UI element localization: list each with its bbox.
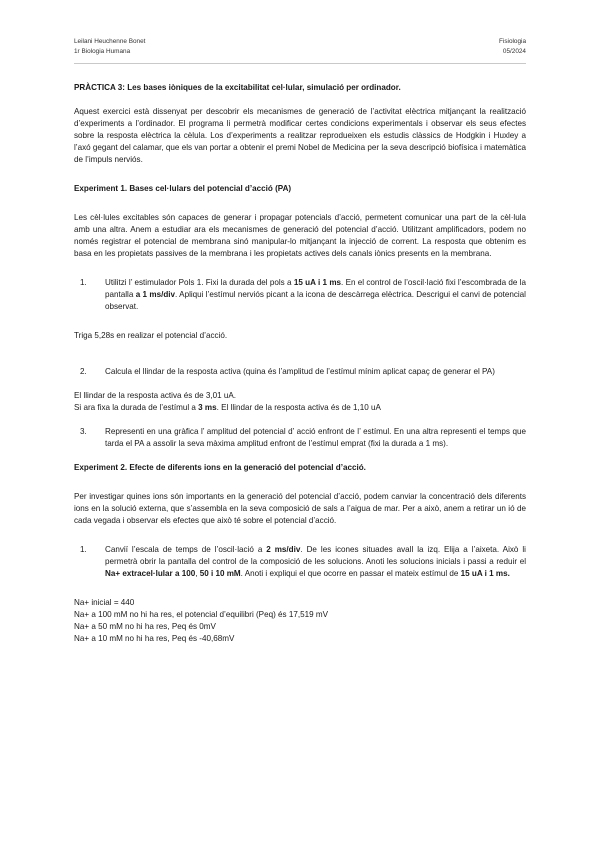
question-text: . En el control de l’oscil·lació fixi l’escombrada de la pantalla <box>105 278 526 299</box>
experiment-2-text: Per investigar quines ions són importants en la generació del potencial d’acció, podem canviar la concentració dels diferents ions en la solució externa, que s’assembla en la seva composició de sals a l’aigua de mar. Per a això, anem a retirar un ió de cada vegada i observar els efectes que això té sobre el potencial d’acció. <box>74 492 526 525</box>
question-bold: 2 ms/div <box>266 545 301 554</box>
exp1-answer-2-line-2 <box>74 402 526 414</box>
exp2-results <box>74 597 526 645</box>
exp1-question-3 <box>74 426 526 450</box>
question-text: Canviï l’escala de temps de l’oscil·lació a <box>105 545 267 554</box>
result-line: Na+ a 50 mM no hi ha res, Peq és 0mV <box>74 622 216 631</box>
question-number: 3. <box>80 427 87 436</box>
question-number: 1. <box>80 278 87 287</box>
exp1-question-2 <box>74 366 526 378</box>
question-text: Calcula el llindar de la resposta activa (quina és l’amplitud de l’estímul mínim aplicat capaç de generar el PA) <box>105 367 495 376</box>
question-text: . De les icones situades avall la izq. Elija a l’aixeta. Això li permetrà obrir la pantalla del control de la composició de les solucions. Anoti les solucions inicials i passi a reduir el <box>105 545 526 566</box>
result-line: Na+ inicial = 440 <box>74 598 135 607</box>
exp2-question-1 <box>74 544 526 580</box>
author-name: Leilani Heuchenne Bonet <box>74 38 146 45</box>
document-body <box>74 82 526 645</box>
result-line: Na+ a 10 mM no hi ha res, Peq és -40,68mV <box>74 634 235 643</box>
experiment-1-text: Les cèl·lules excitables són capaces de generar i propagar potencials d’acció, permetent comunicar una part de la cèl·lula amb una altra. Anem a estudiar ara els mecanismes de generació del potencial d’acció. Utilitzant amplificadors, podem no només registrar el potencial de membrana sinó manipular-lo mitjançant la injecció de corrent. La resposta que obtenim es basa en les propietats passives de la membrana i les propietats actives dels canals iònics presents en la membrana. <box>74 213 526 258</box>
question-text: , <box>195 569 200 578</box>
question-bold: 15 uA i 1 ms <box>293 278 342 287</box>
question-bold: 50 i 10 mM <box>199 569 241 578</box>
experiment-1-heading: Experiment 1. Bases cel·lulars del potencial d’acció (PA) <box>74 184 292 193</box>
result-line: Na+ a 100 mM no hi ha res, el potencial d’equilibri (Peq) és 17,519 mV <box>74 610 328 619</box>
header-divider <box>74 63 526 64</box>
subject-name: Fisiologia <box>499 38 526 45</box>
question-text: . Apliqui l’estímul nerviós picant a la icona de descàrrega elèctrica. Descrigui el canvi de potencial observat. <box>105 290 526 311</box>
course-name: 1r Biologia Humana <box>74 48 131 55</box>
question-bold: a 1 ms/div <box>135 290 176 299</box>
exp1-answer-2-line-1: El llindar de la resposta activa és de 3,01 uA. <box>74 391 236 400</box>
question-bold: Na+ extracel·lular a 100 <box>105 569 196 578</box>
exp1-answer-1: Triga 5,28s en realizar el potencial d’acció. <box>74 331 228 340</box>
page-header-left <box>74 37 145 57</box>
header-date: 05/2024 <box>502 48 526 55</box>
question-text: . Anoti i expliqui el que ocorre en passar el mateix estímul de <box>240 569 461 578</box>
question-number: 2. <box>80 367 87 376</box>
intro-paragraph: Aquest exercici està dissenyat per descobrir els mecanismes de generació de l’activitat elèctrica mitjançant la realització d’experiments a l’ordinador. El programa li permetrà modificar certes condicions experimentals i observar els seus efectes sobre la resposta elèctrica la cèlula. Los d’experiments a realitzar reprodueixen els estudis clàssics de Hodgkin i Huxley a l’axó gegant del calamar, que els van portar a obtenir el premi Nobel de Medicina per la seva descripció biofísica i matemàtica de l’impuls nerviós. <box>74 107 526 164</box>
question-bold: 15 uA i 1 ms. <box>460 569 510 578</box>
exp1-question-1 <box>74 277 526 313</box>
question-number: 1. <box>80 545 87 554</box>
page-header-right <box>499 37 526 57</box>
question-text: Utilitzi l’ estimulador Pols 1. Fixi la durada del pols a <box>105 278 294 287</box>
question-text: Representi en una gràfica l’ amplitud del potencial d’ acció enfront de l’ estímul. En una altra representi el temps que tarda el PA a assolir la seva màxima amplitud enfront de l’estímul emprat (fixi la durada a 1 ms). <box>105 427 526 448</box>
answer-text: Si ara fixa la durada de l’estímul a <box>74 403 199 412</box>
answer-text: . El llindar de la resposta activa és de 1,10 uA <box>216 403 381 412</box>
answer-bold: 3 ms <box>198 403 217 412</box>
experiment-2-heading: Experiment 2. Efecte de diferents ions en la generació del potencial d’acció. <box>74 463 366 472</box>
practice-title: PRÀCTICA 3: Les bases iòniques de la excitabilitat cel·lular, simulació per ordinador. <box>74 83 401 92</box>
